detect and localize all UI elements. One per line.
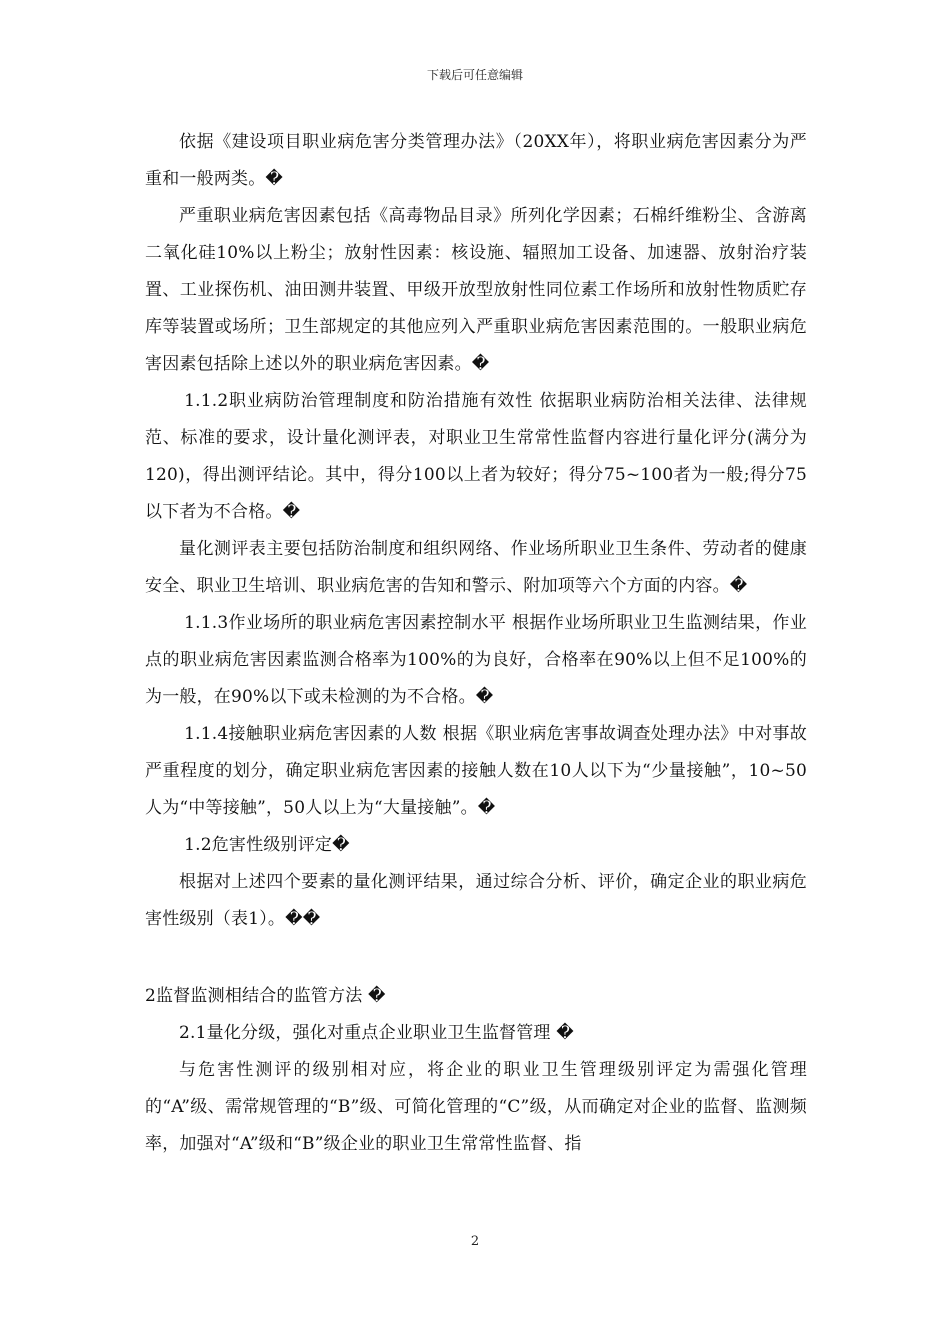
paragraph-management-levels: 与危害性测评的级别相对应，将企业的职业卫生管理级别评定为需强化管理的“A”级、需常规管理的“B”级、可简化管理的“C”级，从而确定对企业的监督、监测频率，加强对“A”级和“B”级企业的职业卫生常常性监督、指 <box>145 1060 807 1154</box>
subsection-heading-2-1: 2.1量化分级，强化对重点企业职业卫生监督管理 � <box>179 1023 574 1043</box>
paragraph-classification: 依据《建设项目职业病危害分类管理办法》（20XX年），将职业病危害因素分为严重和一般两类。� <box>145 132 807 189</box>
paragraph-level-evaluation: 根据对上述四个要素的量化测评结果，通过综合分析、评价，确定企业的职业病危害性级别（表1）。�� <box>145 872 807 929</box>
paragraph-1-1-2: 1.1.2职业病防治管理制度和防治措施有效性 依据职业病防治相关法律、法律规范、标准的要求，设计量化测评表，对职业卫生常常性监督内容进行量化评分(满分为120)，得出测评结论。其中，得分100以上者为较好；得分75~100者为一般;得分75以下者为不合格。� <box>145 391 807 522</box>
document-body <box>145 124 807 1163</box>
paragraph-severe-factors: 严重职业病危害因素包括《高毒物品目录》所列化学因素；石棉纤维粉尘、含游离二氧化硅10%以上粉尘；放射性因素：核设施、辐照加工设备、加速器、放射治疗装置、工业探伤机、油田测井装置、甲级开放型放射性同位素工作场所和放射性物质贮存库等装置或场所；卫生部规定的其他应列入严重职业病危害因素范围的。一般职业病危害因素包括除上述以外的职业病危害因素。� <box>145 206 807 374</box>
heading-1-2: 1.2危害性级别评定� <box>184 835 350 855</box>
paragraph-1-1-4: 1.1.4接触职业病危害因素的人数 根据《职业病危害事故调查处理办法》中对事故严重程度的划分，确定职业病危害因素的接触人数在10人以下为“少量接触”，10~50人为“中等接触”，50人以上为“大量接触”。� <box>145 724 807 818</box>
page-header: 下载后可任意编辑 <box>426 68 523 82</box>
section-spacer <box>145 938 807 978</box>
paragraph-evaluation-table: 量化测评表主要包括防治制度和组织网络、作业场所职业卫生条件、劳动者的健康安全、职业卫生培训、职业病危害的告知和警示、附加项等六个方面的内容。� <box>145 539 807 596</box>
paragraph-1-1-3: 1.1.3作业场所的职业病危害因素控制水平 根据作业场所职业卫生监测结果，作业点的职业病危害因素监测合格率为100%的为良好，合格率在90%以上但不足100%的为一般，在90%以下或未检测的为不合格。� <box>145 613 807 707</box>
section-heading-2: 2监督监测相结合的监管方法 � <box>145 986 386 1006</box>
page-number: 2 <box>470 1234 480 1249</box>
